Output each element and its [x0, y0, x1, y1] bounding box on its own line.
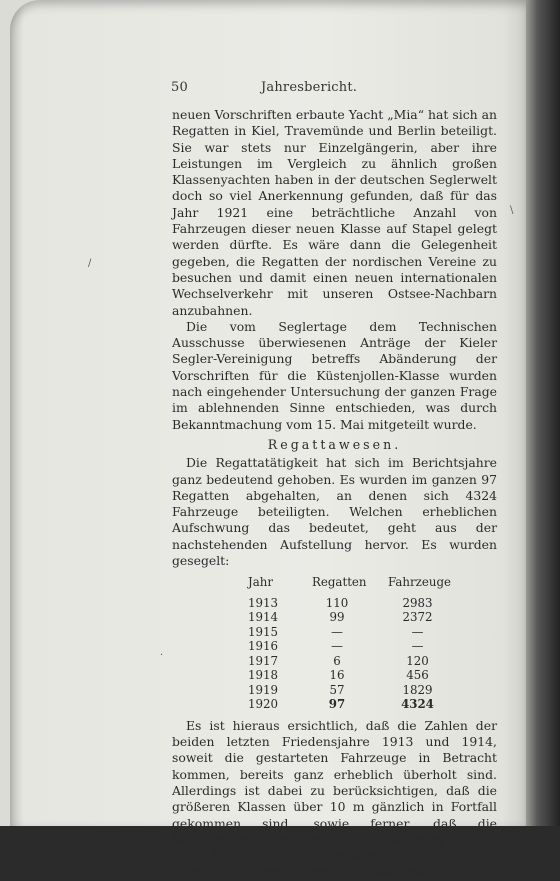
- table-row: [248, 683, 459, 698]
- cell-regatten: 16: [329, 668, 345, 683]
- cell-fahrzeuge: —: [411, 624, 424, 639]
- paragraph-conclusion: Es ist hieraus ersichtlich, daß die Zahlen der beiden letzten Friedensjahre 1913 und 1914, soweit die gestarteten Fahrzeuge in Betracht kommen, bereits ganz erheblich überholt sind. Allerdings ist dabei zu berücksichtigen, daß die größeren Klassen über 10 m gänzlich in Fortfall gekommen sind, sowie ferner, daß die Beteiligungsziffern durch die in Hamburg und an der Küste vielfach gefahrenen Ausgleichs-Wettfahrten ziemlich erheblich beeinflußt: [172, 717, 497, 880]
- cell-year: 1918: [248, 668, 279, 683]
- cell-fahrzeuge: 120: [406, 653, 429, 668]
- cell-year: 1914: [248, 610, 279, 625]
- cell-year: 1913: [248, 595, 279, 610]
- column-header-regatten: Regatten: [312, 575, 367, 590]
- table-row: [248, 596, 459, 611]
- column-header-fahrzeuge: Fahrzeuge: [388, 575, 451, 590]
- paragraph-regatta-intro: Die Regattatätigkeit hat sich im Berichtsjahre ganz bedeutend gehoben. Es wurden im ganzen 97 Regatten abgehalten, an denen sich 4324 Fahrzeuge beteiligten. Welchen erheblichen Aufschwung das bedeutet, geht aus der nachstehenden Aufstellung hervor. Es wurden gesegelt:: [172, 455, 497, 569]
- cell-year: 1916: [248, 639, 279, 654]
- cell-year: 1917: [248, 653, 279, 668]
- table-header-row: [248, 575, 459, 596]
- table-row: [248, 639, 459, 654]
- cell-regatten: 6: [333, 653, 341, 668]
- cell-fahrzeuge: 2983: [402, 595, 433, 610]
- margin-dot: ·: [160, 650, 164, 661]
- table-row: [248, 697, 459, 712]
- book-spine: [526, 0, 560, 826]
- cell-fahrzeuge: 4324: [401, 697, 434, 712]
- cell-year: 1915: [248, 624, 279, 639]
- page-number: 50: [171, 80, 188, 95]
- paragraph-continued: neuen Vorschriften erbaute Yacht „Mia“ hat sich an Regatten in Kiel, Travemünde und Berlin beteiligt. Sie war stets nur Einzelgängerin, aber ihre Leistungen im Vergleich zu ähnlich großen Klassenyachten haben in der deutschen Seglerwelt doch so viel Anerkennung gefunden, daß für das Jahr 1921 eine beträchtliche Anzahl von Fahrzeugen dieser neuen Klasse auf Stapel gelegt werden dürfte. Es wäre dann die Gelegenheit gegeben, die Regatten der nordischen Vereine zu besuchen und damit einen neuen internationalen Wechselverkehr mit unseren Ostsee-Nachbarn anzubahnen.: [172, 107, 497, 318]
- section-heading: Regattawesen.: [267, 436, 402, 452]
- table-row: [248, 610, 459, 625]
- table-row: [248, 668, 459, 683]
- table-row: [248, 625, 459, 640]
- cell-regatten: 57: [329, 682, 345, 697]
- running-title: Jahresbericht.: [261, 80, 358, 95]
- margin-tick: \: [510, 205, 514, 216]
- column-header-jahr: Jahr: [248, 575, 273, 590]
- page-body: [172, 107, 497, 881]
- margin-tick: /: [88, 258, 92, 269]
- cell-year: 1919: [248, 682, 279, 697]
- regatta-statistics-table: [248, 575, 459, 712]
- cell-regatten: —: [331, 639, 343, 654]
- cell-fahrzeuge: 1829: [402, 682, 433, 697]
- cell-regatten: 110: [325, 595, 349, 610]
- cell-regatten: 99: [329, 610, 345, 625]
- cell-regatten: 97: [328, 697, 346, 712]
- table-row: [248, 654, 459, 669]
- cell-fahrzeuge: 456: [406, 668, 429, 683]
- paragraph-technical-committee: Die vom Seglertage dem Technischen Ausschusse überwiesenen Anträge der Kieler Segler-Vereinigung betreffs Abänderung der Vorschriften für die Küstenjollen-Klasse wurden nach eingehender Untersuchung der ganzen Frage im ablehnenden Sinne entschieden, was durch Bekanntmachung vom 15. Mai mitgeteilt wurde.: [172, 318, 497, 432]
- cell-regatten: —: [331, 624, 343, 639]
- cell-fahrzeuge: —: [411, 639, 424, 654]
- cell-year: 1920: [248, 697, 279, 712]
- cell-fahrzeuge: 2372: [402, 610, 433, 625]
